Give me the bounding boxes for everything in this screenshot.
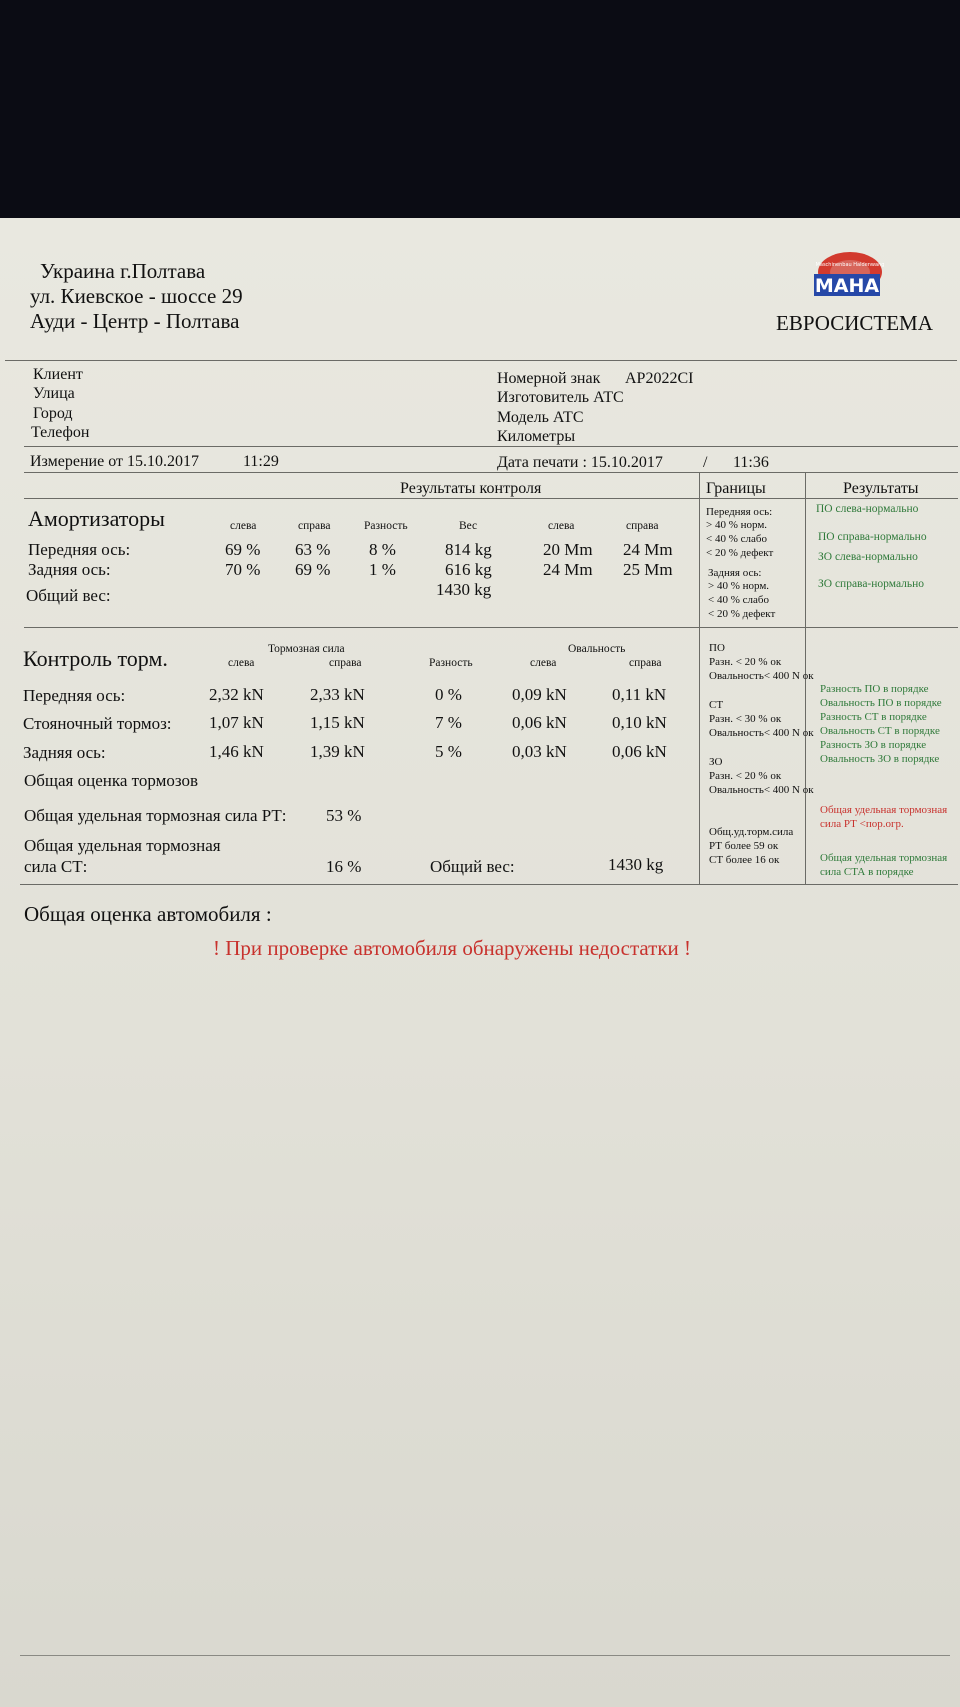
column-divider: [699, 472, 700, 884]
shocks-front-amp-left: 20 Mm: [543, 540, 593, 559]
shocks-front-left: 69 %: [225, 540, 261, 559]
brake-rt-value: 53 %: [326, 806, 362, 825]
brake-limit: Разн. < 30 % ок: [709, 713, 782, 725]
divider: [24, 446, 958, 447]
phone-label: Телефон: [31, 424, 90, 441]
brake-oval-group: Овальность: [568, 643, 626, 655]
brake-rear-label: Задняя ось:: [23, 743, 106, 762]
brake-front-oval-right: 0,11 kN: [612, 685, 667, 704]
street-label: Улица: [33, 385, 75, 402]
shock-limit: > 40 % норм.: [708, 580, 770, 592]
shock-result: ПО справа-нормально: [818, 531, 927, 543]
measurement-time: 11:29: [243, 453, 279, 470]
measurement-date: Измерение от 15.10.2017: [30, 453, 199, 470]
brake-front-left: 2,32 kN: [209, 685, 264, 704]
brake-limit: Овальность< 400 N ок: [709, 727, 814, 739]
divider: [24, 498, 958, 499]
brake-front-diff: 0 %: [435, 685, 462, 704]
brake-parking-label: Стояночный тормоз:: [23, 714, 172, 733]
brake-col-oval-right: справа: [629, 657, 662, 669]
col-amp-right: справа: [626, 520, 659, 532]
brake-parking-diff: 7 %: [435, 713, 462, 732]
address-line-2: ул. Киевское - шоссе 29: [30, 284, 243, 308]
maha-logo-icon: [808, 250, 888, 308]
brake-col-oval-left: слева: [530, 657, 557, 669]
mileage-label: Километры: [497, 428, 576, 445]
brake-result: Разность ПО в порядке: [820, 683, 929, 695]
brake-total-label: Общий вес:: [430, 857, 515, 876]
divider: [24, 472, 958, 473]
svg-text:Maschinenbau Haldenwang: Maschinenbau Haldenwang: [815, 262, 885, 268]
brake-st-label-2: сила СТ:: [24, 857, 88, 876]
plate-value: AP2022CI: [625, 370, 694, 387]
results-header: Результаты: [843, 480, 919, 497]
brake-result: Овальность ЗО в порядке: [820, 753, 940, 765]
address-line-1: Украина г.Полтава: [40, 259, 206, 283]
shocks-front-diff: 8 %: [369, 540, 396, 559]
brake-result: Овальность ПО в порядке: [820, 697, 942, 709]
shocks-title: Амортизаторы: [28, 506, 165, 531]
summary-verdict: ! При проверке автомобиля обнаружены недостатки !: [213, 936, 692, 960]
brake-result: Разность СТ в порядке: [820, 711, 927, 723]
brakes-title: Контроль торм.: [23, 646, 168, 671]
col-amp-left: слева: [548, 520, 575, 532]
shocks-front-right: 63 %: [295, 540, 331, 559]
col-diff: Разность: [364, 520, 408, 532]
brake-limit-general: РТ более 59 ок: [709, 840, 779, 852]
shocks-front-amp-right: 24 Mm: [623, 540, 673, 559]
brake-rt-label: Общая удельная тормозная сила РТ:: [24, 806, 287, 825]
brake-result-fail: Общая удельная тормозная: [820, 804, 948, 816]
client-label: Клиент: [33, 366, 83, 383]
brake-limit-general: СТ более 16 ок: [709, 854, 780, 866]
brake-front-right: 2,33 kN: [310, 685, 365, 704]
brake-result: Общая удельная тормозная: [820, 852, 948, 864]
divider: [5, 360, 957, 361]
shocks-front-weight: 814 kg: [445, 540, 492, 559]
col-weight: Вес: [459, 520, 478, 532]
brake-limit-general: Общ.уд.торм.сила: [709, 826, 794, 838]
address-line-3: Ауди - Центр - Полтава: [30, 309, 240, 333]
shock-limit: < 40 % слабо: [708, 594, 769, 606]
brake-front-oval-left: 0,09 kN: [512, 685, 567, 704]
brake-overall-label: Общая оценка тормозов: [24, 771, 199, 790]
svg-text:MAHA: MAHA: [814, 275, 880, 297]
manufacturer-label: Изготовитель АТС: [497, 389, 624, 406]
brake-col-left: слева: [228, 657, 255, 669]
shocks-rear-right: 69 %: [295, 560, 331, 579]
brake-rear-oval-left: 0,03 kN: [512, 742, 567, 761]
results-control-header: Результаты контроля: [400, 480, 542, 497]
divider: [24, 627, 958, 628]
limits-header: Границы: [706, 480, 766, 497]
shocks-rear-label: Задняя ось:: [28, 560, 111, 579]
city-label: Город: [33, 405, 73, 422]
brake-parking-left: 1,07 kN: [209, 713, 264, 732]
shocks-rear-diff: 1 %: [369, 560, 396, 579]
footer-divider: [20, 1655, 950, 1656]
shocks-front-label: Передняя ось:: [28, 540, 131, 559]
paper-sheet: [0, 218, 960, 1707]
shocks-total-value: 1430 kg: [436, 580, 492, 599]
shock-limit: < 40 % слабо: [706, 533, 767, 545]
brake-rear-oval-right: 0,06 kN: [612, 742, 667, 761]
brake-result-fail: сила РТ <пор.огр.: [820, 818, 904, 830]
col-right: справа: [298, 520, 331, 532]
brake-result: сила СТА в порядке: [820, 866, 914, 878]
brake-rear-right: 1,39 kN: [310, 742, 365, 761]
brake-col-right: справа: [329, 657, 362, 669]
brake-st-label-1: Общая удельная тормозная: [24, 836, 221, 855]
shocks-rear-weight: 616 kg: [445, 560, 492, 579]
shock-limits-front-title: Передняя ось:: [706, 506, 773, 518]
print-separator: /: [703, 454, 708, 471]
shock-result: ПО слева-нормально: [816, 503, 919, 515]
brand-name: ЕВРОСИСТЕМА: [776, 311, 933, 335]
brake-limit: Овальность< 400 N ок: [709, 784, 814, 796]
divider: [20, 884, 958, 885]
shock-limits-rear-title: Задняя ось:: [708, 567, 762, 579]
summary-title: Общая оценка автомобиля :: [24, 902, 272, 926]
brake-limit: Разн. < 20 % ок: [709, 770, 782, 782]
print-time: 11:36: [733, 454, 769, 471]
brake-rear-left: 1,46 kN: [209, 742, 264, 761]
print-date: Дата печати : 15.10.2017: [497, 454, 663, 471]
shocks-total-label: Общий вес:: [26, 586, 111, 605]
shock-limit: < 20 % дефект: [706, 547, 774, 559]
shocks-rear-amp-left: 24 Mm: [543, 560, 593, 579]
brake-rear-diff: 5 %: [435, 742, 462, 761]
brake-parking-right: 1,15 kN: [310, 713, 365, 732]
brake-front-label: Передняя ось:: [23, 686, 126, 705]
brake-col-diff: Разность: [429, 657, 473, 669]
brake-parking-oval-left: 0,06 kN: [512, 713, 567, 732]
brake-limit: Овальность< 400 N ок: [709, 670, 814, 682]
brake-limits-zo-title: ЗО: [709, 756, 723, 768]
brake-result: Овальность СТ в порядке: [820, 725, 940, 737]
model-label: Модель АТС: [497, 409, 584, 426]
brake-force-group: Тормозная сила: [268, 643, 345, 655]
brake-result: Разность ЗО в порядке: [820, 739, 927, 751]
brake-total-value: 1430 kg: [608, 855, 664, 874]
shocks-rear-amp-right: 25 Mm: [623, 560, 673, 579]
brake-parking-oval-right: 0,10 kN: [612, 713, 667, 732]
plate-label: Номерной знак: [497, 370, 601, 387]
brake-limits-st-title: СТ: [709, 699, 724, 711]
shock-result: ЗО слева-нормально: [818, 551, 918, 563]
shocks-rear-left: 70 %: [225, 560, 261, 579]
brake-limits-po-title: ПО: [709, 642, 725, 654]
shock-limit: > 40 % норм.: [706, 519, 768, 531]
col-left: слева: [230, 520, 257, 532]
brake-limit: Разн. < 20 % ок: [709, 656, 782, 668]
brake-st-value: 16 %: [326, 857, 362, 876]
shock-result: ЗО справа-нормально: [818, 578, 925, 590]
shock-limit: < 20 % дефект: [708, 608, 776, 620]
